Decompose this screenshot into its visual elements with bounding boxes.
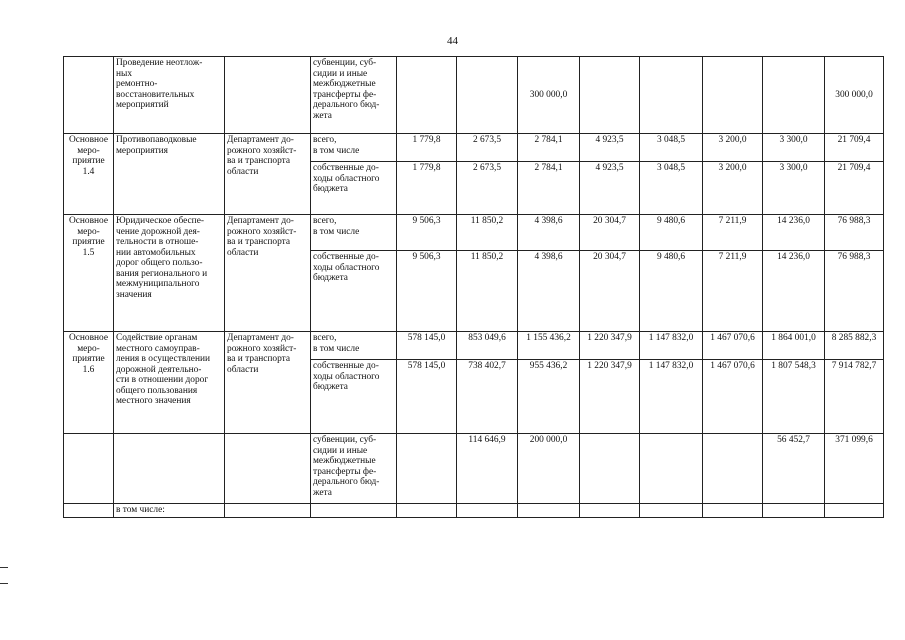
- value-cell: [703, 434, 763, 504]
- value-cell: [580, 434, 640, 504]
- department-cell: Департамент до- рожного хозяйст- ва и транспорта области: [225, 215, 311, 332]
- value-cell: 300 000,0: [518, 57, 580, 134]
- value-cell: 9 480,6: [640, 251, 703, 332]
- value-cell: 3 300,0: [763, 162, 825, 215]
- table-row: [64, 332, 884, 360]
- value-cell: 955 436,2: [518, 360, 580, 434]
- measure-name-cell: Юридическое обеспе- чение дорожной дея- тельности в отноше- нии автомобильных дорог общего пользо- вания регионального и межмуниципального значения: [114, 215, 225, 332]
- value-cell: 1 220 347,9: [580, 332, 640, 360]
- value-cell: 1 864 001,0: [763, 332, 825, 360]
- value-cell: [518, 504, 580, 518]
- value-cell: [640, 57, 703, 134]
- value-cell: 8 285 882,3: [825, 332, 884, 360]
- value-cell: 4 923,5: [580, 162, 640, 215]
- department-cell: Департамент до- рожного хозяйст- ва и транспорта области: [225, 134, 311, 215]
- value-cell: 3 300,0: [763, 134, 825, 162]
- value-cell: 1 779,8: [397, 134, 457, 162]
- value-cell: 200 000,0: [518, 434, 580, 504]
- value-cell: 1 155 436,2: [518, 332, 580, 360]
- value-cell: 738 402,7: [457, 360, 518, 434]
- value-cell: 20 304,7: [580, 251, 640, 332]
- value-cell: 11 850,2: [457, 215, 518, 251]
- value-cell: 1 807 548,3: [763, 360, 825, 434]
- measure-name-cell: Содействие органам местного самоуправ- ления в осуществлении дорожной деятельно- сти в отношении дорог общего пользования местного значения: [114, 332, 225, 434]
- measure-name-cell: [114, 434, 225, 504]
- table-row: [64, 215, 884, 251]
- value-cell: 4 398,6: [518, 215, 580, 251]
- value-cell: 1 147 832,0: [640, 360, 703, 434]
- value-cell: 3 048,5: [640, 134, 703, 162]
- table-row: [64, 434, 884, 504]
- value-cell: [397, 57, 457, 134]
- value-cell: [703, 57, 763, 134]
- value-cell: [640, 504, 703, 518]
- value-cell: 853 049,6: [457, 332, 518, 360]
- value-cell: [457, 57, 518, 134]
- budget-table: [63, 56, 884, 518]
- value-cell: 1 467 070,6: [703, 360, 763, 434]
- value-cell: 2 784,1: [518, 162, 580, 215]
- value-cell: [397, 434, 457, 504]
- funding-source-cell: собственные до- ходы областного бюджета: [311, 162, 397, 215]
- funding-source-cell: всего, в том числе: [311, 134, 397, 162]
- value-cell: 56 452,7: [763, 434, 825, 504]
- value-cell: 9 480,6: [640, 215, 703, 251]
- value-cell: 14 236,0: [763, 215, 825, 251]
- value-cell: 1 220 347,9: [580, 360, 640, 434]
- value-cell: [763, 504, 825, 518]
- measure-code-cell: [64, 434, 114, 504]
- funding-source-cell: [311, 504, 397, 518]
- value-cell: 11 850,2: [457, 251, 518, 332]
- value-cell: [457, 504, 518, 518]
- value-cell: 7 211,9: [703, 215, 763, 251]
- value-cell: 76 988,3: [825, 215, 884, 251]
- value-cell: 1 779,8: [397, 162, 457, 215]
- value-cell: [825, 504, 884, 518]
- measure-code-cell: Основное меро- приятие 1.6: [64, 332, 114, 434]
- value-cell: 3 048,5: [640, 162, 703, 215]
- table-row: [64, 504, 884, 518]
- value-cell: 21 709,4: [825, 134, 884, 162]
- value-cell: [640, 434, 703, 504]
- scan-mark: [0, 567, 8, 568]
- funding-source-cell: субвенции, суб- сидии и иные межбюджетные трансферты фе- дерального бюд- жета: [311, 434, 397, 504]
- department-cell: Департамент до- рожного хозяйст- ва и транспорта области: [225, 332, 311, 434]
- table-row: [64, 134, 884, 162]
- funding-source-cell: всего, в том числе: [311, 332, 397, 360]
- value-cell: 9 506,3: [397, 215, 457, 251]
- value-cell: [580, 57, 640, 134]
- funding-source-cell: всего, в том числе: [311, 215, 397, 251]
- value-cell: 3 200,0: [703, 162, 763, 215]
- value-cell: 114 646,9: [457, 434, 518, 504]
- measure-name-cell: в том числе:: [114, 504, 225, 518]
- table-row: [64, 57, 884, 134]
- value-cell: 1 467 070,6: [703, 332, 763, 360]
- value-cell: [763, 57, 825, 134]
- value-cell: [397, 504, 457, 518]
- value-cell: 2 673,5: [457, 134, 518, 162]
- value-cell: 4 398,6: [518, 251, 580, 332]
- value-cell: 3 200,0: [703, 134, 763, 162]
- measure-code-cell: Основное меро- приятие 1.5: [64, 215, 114, 332]
- value-cell: 300 000,0: [825, 57, 884, 134]
- value-cell: 21 709,4: [825, 162, 884, 215]
- measure-code-cell: Основное меро- приятие 1.4: [64, 134, 114, 215]
- funding-source-cell: собственные до- ходы областного бюджета: [311, 251, 397, 332]
- value-cell: 9 506,3: [397, 251, 457, 332]
- department-cell: [225, 434, 311, 504]
- scan-mark: [0, 583, 8, 584]
- measure-name-cell: Противопаводковые мероприятия: [114, 134, 225, 215]
- funding-source-cell: собственные до- ходы областного бюджета: [311, 360, 397, 434]
- measure-code-cell: [64, 504, 114, 518]
- value-cell: 371 099,6: [825, 434, 884, 504]
- value-cell: 1 147 832,0: [640, 332, 703, 360]
- value-cell: 2 784,1: [518, 134, 580, 162]
- measure-code-cell: [64, 57, 114, 134]
- measure-name-cell: Проведение неотлож- ных ремонтно- восстановительных мероприятий: [114, 57, 225, 134]
- funding-source-cell: субвенции, суб- сидии и иные межбюджетные трансферты фе- дерального бюд- жета: [311, 57, 397, 134]
- value-cell: [580, 504, 640, 518]
- value-cell: 7 914 782,7: [825, 360, 884, 434]
- value-cell: [703, 504, 763, 518]
- value-cell: 76 988,3: [825, 251, 884, 332]
- value-cell: 2 673,5: [457, 162, 518, 215]
- value-cell: 578 145,0: [397, 332, 457, 360]
- value-cell: 4 923,5: [580, 134, 640, 162]
- department-cell: [225, 57, 311, 134]
- value-cell: 14 236,0: [763, 251, 825, 332]
- page-number: 44: [447, 35, 458, 47]
- value-cell: 578 145,0: [397, 360, 457, 434]
- value-cell: 7 211,9: [703, 251, 763, 332]
- department-cell: [225, 504, 311, 518]
- value-cell: 20 304,7: [580, 215, 640, 251]
